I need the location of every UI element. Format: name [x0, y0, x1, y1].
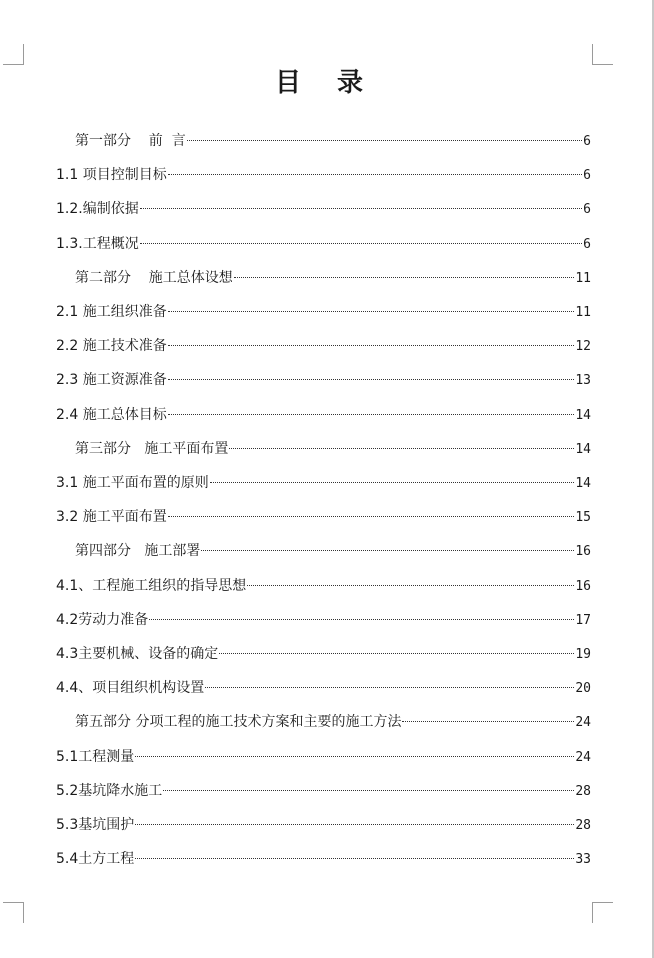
toc-page-number: 6 [583, 236, 591, 252]
toc-dot-leader [140, 208, 582, 209]
toc-dot-leader [187, 140, 582, 141]
toc-entry-label: 2.1 施工组织准备 [56, 304, 167, 320]
toc-entry-label: 5.4土方工程 [56, 851, 135, 868]
toc-dot-leader [229, 448, 574, 449]
toc-section-entry[interactable] [56, 774, 591, 808]
crop-mark-bottom-left [3, 902, 24, 923]
toc-page-number: 17 [575, 612, 591, 628]
toc-dot-leader [247, 585, 574, 586]
toc-section-entry[interactable] [56, 603, 591, 637]
toc-entry-label: 4.2劳动力准备 [56, 611, 149, 628]
toc-section-entry[interactable] [56, 740, 591, 774]
toc-page-number: 24 [575, 715, 591, 731]
toc-entry-label: 2.3 施工资源准备 [56, 372, 167, 389]
toc-part-entry[interactable] [75, 705, 591, 739]
toc-section-entry[interactable] [56, 569, 591, 603]
toc-entry-label: 1.1 项目控制目标 [56, 167, 167, 184]
toc-section-entry[interactable] [56, 671, 591, 705]
toc-page-number: 20 [575, 681, 591, 697]
toc-page-number: 19 [575, 647, 591, 662]
toc-page-number: 15 [575, 510, 591, 526]
toc-page-number: 6 [583, 134, 591, 149]
toc-part-entry[interactable] [75, 432, 591, 466]
toc-section-entry[interactable] [56, 466, 591, 500]
toc-section-entry[interactable] [56, 363, 591, 397]
toc-dot-leader [168, 414, 575, 415]
toc-dot-leader [219, 653, 574, 654]
toc-dot-leader [168, 516, 575, 517]
toc-page-number: 16 [575, 578, 591, 594]
toc-page-number: 11 [575, 305, 591, 320]
toc-part-entry[interactable] [75, 124, 591, 158]
toc-entry-label: 2.4 施工总体目标 [56, 406, 167, 423]
toc-section-entry[interactable] [56, 842, 591, 876]
page-title: 目录 [274, 68, 399, 98]
toc-entry-label: 3.2 施工平面布置 [56, 509, 167, 526]
toc-dot-leader [168, 379, 575, 380]
toc-page-number: 24 [575, 749, 591, 765]
toc-page-number: 14 [575, 407, 591, 423]
toc-page-number: 33 [575, 852, 591, 868]
toc-page-number: 11 [575, 270, 591, 286]
crop-mark-bottom-right [592, 902, 613, 923]
toc-page-number: 13 [575, 373, 591, 389]
toc-entry-label: 1.3.工程概况 [56, 235, 139, 252]
toc-page-number: 6 [583, 168, 591, 184]
toc-section-entry[interactable] [56, 637, 591, 671]
toc-page-number: 14 [575, 476, 591, 491]
toc-page-number: 28 [575, 818, 591, 833]
toc-dot-leader [135, 756, 574, 757]
toc-entry-label: 5.1工程测量 [56, 748, 135, 765]
toc-entry-label: 第一部分 前 言 [75, 133, 186, 149]
toc-page-number: 16 [575, 544, 591, 560]
toc-entry-label: 1.2.编制依据 [56, 201, 139, 218]
toc-entry-label: 第二部分 施工总体设想 [75, 269, 233, 286]
toc-dot-leader [210, 482, 575, 483]
toc-dot-leader [140, 243, 582, 244]
toc-part-entry[interactable] [75, 534, 591, 568]
toc-section-entry[interactable] [56, 192, 591, 226]
toc-section-entry[interactable] [56, 158, 591, 192]
toc-section-entry[interactable] [56, 500, 591, 534]
toc-page-number: 6 [583, 202, 591, 218]
toc-entry-label: 4.3主要机械、设备的确定 [56, 646, 219, 662]
toc-section-entry[interactable] [56, 295, 591, 329]
toc-dot-leader [135, 858, 574, 859]
toc-entry-label: 5.3基坑围护 [56, 817, 135, 833]
toc-page-number: 28 [575, 783, 591, 799]
toc-entry-label: 第五部分 分项工程的施工技术方案和主要的施工方法 [75, 714, 402, 731]
toc-section-entry[interactable] [56, 329, 591, 363]
toc-dot-leader [168, 174, 582, 175]
toc-dot-leader [149, 619, 574, 620]
toc-entry-label: 5.2基坑降水施工 [56, 782, 163, 799]
toc-dot-leader [234, 277, 575, 278]
toc-entry-label: 第三部分 施工平面布置 [75, 440, 229, 457]
toc-part-entry[interactable] [75, 261, 591, 295]
toc-dot-leader [168, 311, 575, 312]
toc-section-entry[interactable] [56, 398, 591, 432]
toc-dot-leader [135, 824, 574, 825]
toc-dot-leader [201, 550, 574, 551]
toc-entry-label: 4.4、项目组织机构设置 [56, 680, 205, 697]
toc-entry-label: 2.2 施工技术准备 [56, 338, 167, 355]
toc-section-entry[interactable] [56, 808, 591, 842]
toc-dot-leader [168, 345, 575, 346]
toc-entry-label: 3.1 施工平面布置的原则 [56, 475, 209, 491]
toc-page-number: 12 [575, 339, 591, 355]
toc-section-entry[interactable] [56, 227, 591, 261]
toc-page-number: 14 [575, 441, 591, 457]
toc-entry-label: 4.1、工程施工组织的指导思想 [56, 577, 247, 594]
toc-dot-leader [163, 790, 574, 791]
toc-dot-leader [402, 721, 574, 722]
toc-dot-leader [205, 687, 574, 688]
toc-entry-label: 第四部分 施工部署 [75, 543, 201, 560]
